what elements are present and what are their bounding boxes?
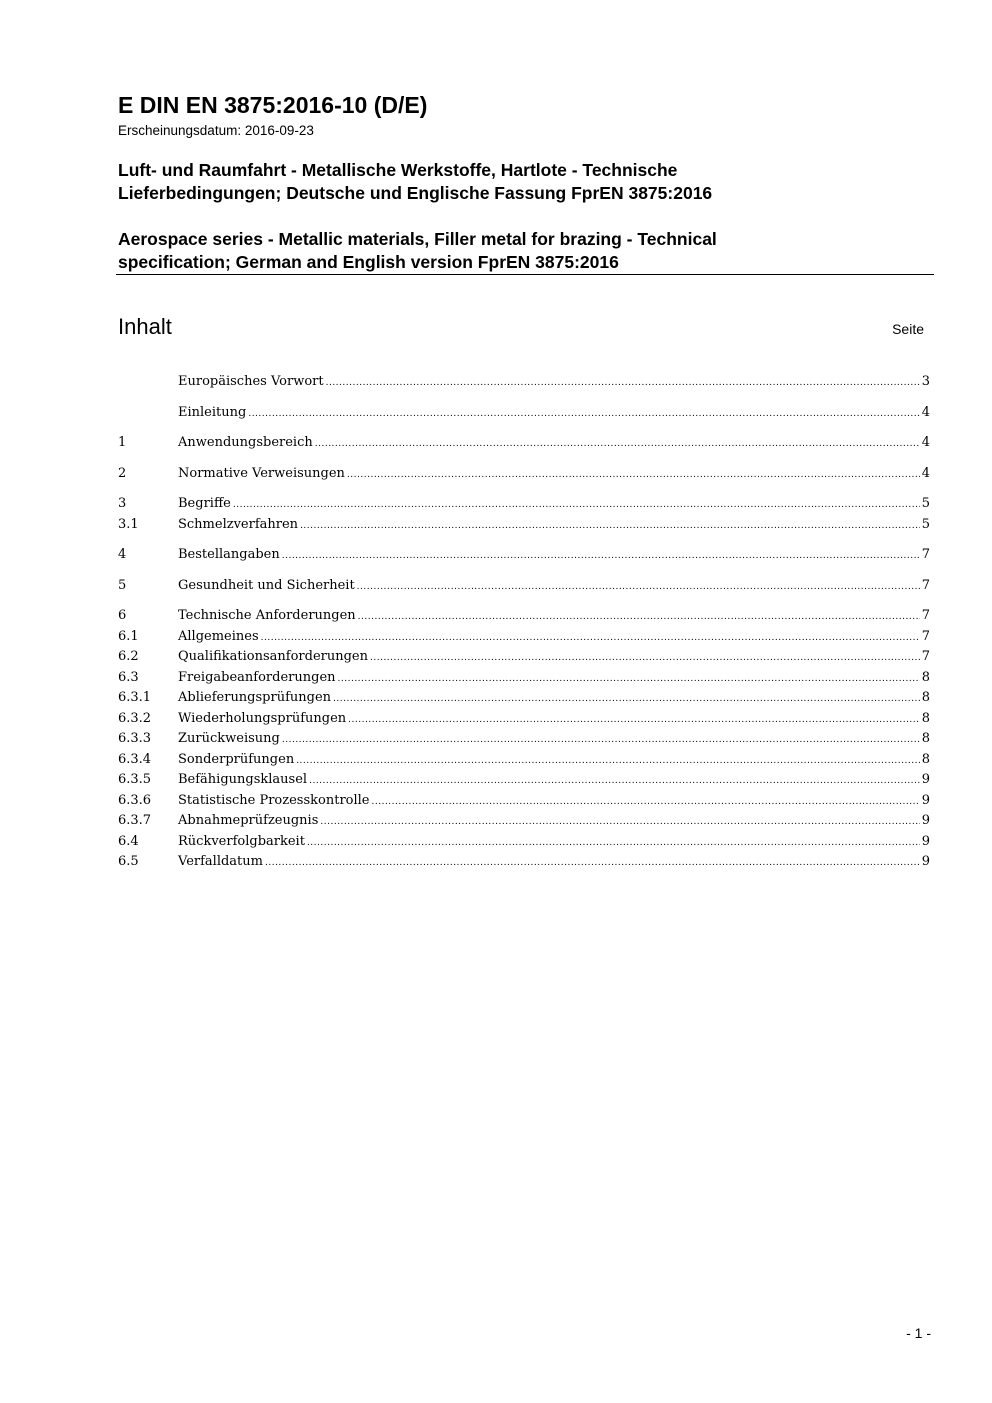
toc-entry-page: 9	[921, 772, 930, 787]
toc-entry-page: 7	[921, 628, 930, 644]
toc-entry-page: 4	[921, 435, 930, 450]
toc-entry-title: Statistische Prozesskontrolle	[178, 792, 370, 808]
toc-leader-dots	[296, 751, 920, 772]
toc-entry-number: 6.4	[118, 833, 139, 849]
toc-entry-title: Rückverfolgbarkeit	[178, 833, 305, 849]
toc-leader-dots	[372, 792, 920, 813]
toc-entry-number: 6.3.1	[118, 690, 152, 705]
toc-leader-dots	[261, 628, 920, 649]
toc-entry-page: 7	[921, 547, 930, 562]
toc-entry-title: Technische Anforderungen	[178, 608, 356, 623]
toc-entry-page: 8	[921, 710, 930, 726]
toc-entry-title: Allgemeines	[178, 628, 259, 644]
toc-entry[interactable]	[118, 647, 930, 668]
toc-entry-page: 9	[921, 813, 930, 828]
toc-entry-title: Normative Verweisungen	[178, 465, 345, 481]
document-id: E DIN EN 3875:2016-10 (D/E)	[118, 92, 428, 118]
toc-entry[interactable]	[118, 606, 930, 627]
toc-entry[interactable]	[118, 433, 930, 454]
toc-entry-title: Wiederholungsprüfungen	[178, 710, 347, 726]
toc-entry-number: 3	[118, 496, 127, 511]
toc-leader-dots	[315, 434, 920, 455]
toc-entry-number: 4	[118, 547, 127, 562]
toc-leader-dots	[282, 730, 920, 751]
toc-entry-title: Zurückweisung	[178, 731, 280, 746]
toc-entry[interactable]	[118, 576, 930, 597]
title-english-line-1: Aerospace series - Metallic materials, Filler metal for brazing - Technical	[118, 229, 717, 249]
toc-entry-number: 6	[118, 608, 127, 623]
title-divider	[116, 274, 934, 275]
toc-entry[interactable]	[118, 545, 930, 566]
page-number: - 1 -	[906, 1325, 931, 1341]
toc-entry-title: Befähigungsklausel	[178, 772, 308, 787]
toc-leader-dots	[333, 689, 920, 710]
toc-entry-page: 9	[921, 854, 930, 869]
toc-entry-number: 6.3.6	[118, 792, 152, 808]
toc-leader-dots	[282, 546, 920, 567]
toc-entry[interactable]	[118, 852, 930, 873]
toc-entry[interactable]	[118, 729, 930, 750]
toc-entry[interactable]	[118, 515, 930, 536]
toc-entry-page: 9	[921, 792, 930, 808]
toc-entry-page: 5	[921, 516, 930, 532]
toc-leader-dots	[233, 495, 920, 516]
toc-entry-number: 2	[118, 465, 127, 481]
toc-entry-page: 3	[921, 374, 930, 389]
toc-entry-title: Bestellangaben	[178, 547, 280, 562]
toc-entry-page: 8	[921, 751, 930, 767]
toc-entry[interactable]	[118, 750, 930, 771]
toc-entry-page: 7	[921, 608, 930, 623]
toc-entry-title: Einleitung	[178, 404, 247, 420]
toc-entry[interactable]	[118, 403, 930, 424]
toc-entry[interactable]	[118, 791, 930, 812]
toc-entry-number: 6.5	[118, 854, 139, 869]
toc-entry-number: 6.3	[118, 669, 139, 685]
title-english-line-2: specification; German and English version FprEN 3875:2016	[118, 252, 619, 272]
toc-leader-dots	[338, 669, 920, 690]
toc-entry[interactable]	[118, 832, 930, 853]
toc-entry[interactable]	[118, 627, 930, 648]
toc-entry-page: 4	[921, 404, 930, 420]
toc-entry-page: 8	[921, 669, 930, 685]
toc-heading: Inhalt	[118, 314, 172, 339]
toc-leader-dots	[309, 771, 920, 792]
toc-entry-number: 5	[118, 577, 127, 593]
toc-entry[interactable]	[118, 494, 930, 515]
toc-entry-number: 6.2	[118, 649, 139, 664]
toc-entry[interactable]	[118, 770, 930, 791]
toc-entry-number: 6.3.3	[118, 731, 152, 746]
toc-entry-title: Verfalldatum	[178, 854, 263, 869]
toc-leader-dots	[320, 812, 919, 833]
toc-entry-page: 8	[921, 690, 930, 705]
toc-entry-page: 7	[921, 577, 930, 593]
toc-leader-dots	[370, 648, 920, 669]
toc-entry-number: 6.1	[118, 628, 139, 644]
toc-leader-dots	[357, 577, 920, 598]
toc-leader-dots	[248, 404, 919, 425]
toc-entry-number: 6.3.7	[118, 813, 152, 828]
toc-leader-dots	[300, 516, 920, 537]
toc-entry[interactable]	[118, 811, 930, 832]
title-english	[118, 228, 878, 274]
toc-leader-dots	[307, 833, 920, 854]
toc-entry-page: 8	[921, 731, 930, 746]
title-german-line-2: Lieferbedingungen; Deutsche und Englische Fassung FprEN 3875:2016	[118, 183, 713, 203]
toc-page-column-label: Seite	[892, 321, 924, 337]
toc-entry[interactable]	[118, 464, 930, 485]
toc-entry[interactable]	[118, 688, 930, 709]
toc-entry-title: Anwendungsbereich	[178, 435, 313, 450]
toc-leader-dots	[347, 465, 920, 486]
toc-entry-title: Abnahmeprüfzeugnis	[178, 813, 319, 828]
toc-entry-number: 1	[118, 435, 127, 450]
toc-entry-page: 5	[921, 496, 930, 511]
toc-entry-number: 6.3.4	[118, 751, 152, 767]
toc-entry-title: Gesundheit und Sicherheit	[178, 577, 355, 593]
publication-date: Erscheinungsdatum: 2016-09-23	[118, 123, 314, 138]
title-german-line-1: Luft- und Raumfahrt - Metallische Werkstoffe, Hartlote - Technische	[118, 160, 678, 180]
toc-leader-dots	[358, 607, 920, 628]
toc-entry-page: 4	[921, 465, 930, 481]
toc-entry[interactable]	[118, 709, 930, 730]
toc-entry-number: 6.3.5	[118, 772, 152, 787]
toc-leader-dots	[326, 373, 920, 394]
toc-entry-number: 6.3.2	[118, 710, 152, 726]
toc-entry-title: Freigabeanforderungen	[178, 669, 336, 685]
toc-entry-title: Begriffe	[178, 496, 231, 511]
toc-entry-page: 9	[921, 833, 930, 849]
toc-entry-title: Qualifikationsanforderungen	[178, 649, 368, 664]
table-of-contents	[118, 372, 930, 873]
toc-entry-title: Sonderprüfungen	[178, 751, 295, 767]
toc-entry-title: Schmelzverfahren	[178, 516, 299, 532]
title-german	[118, 159, 878, 205]
toc-entry-title: Europäisches Vorwort	[178, 374, 324, 389]
toc-entry[interactable]	[118, 668, 930, 689]
toc-entry-number: 3.1	[118, 516, 139, 532]
toc-leader-dots	[265, 853, 920, 874]
toc-entry-page: 7	[921, 649, 930, 664]
toc-entry[interactable]	[118, 372, 930, 393]
toc-entry-title: Ablieferungsprüfungen	[178, 690, 332, 705]
toc-leader-dots	[348, 710, 920, 731]
